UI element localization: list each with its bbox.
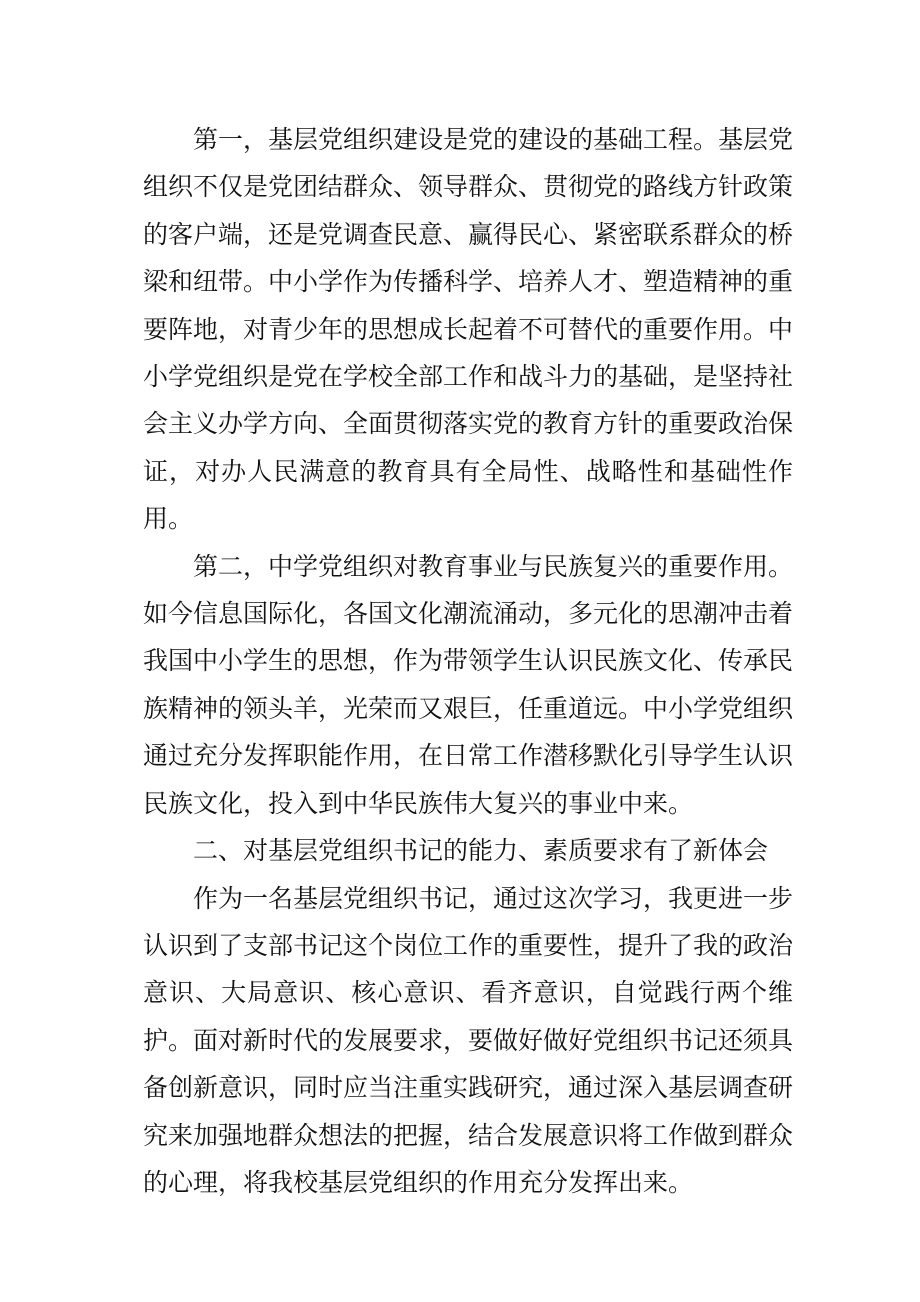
paragraph-3: 作为一名基层党组织书记，通过这次学习，我更进一步认识到了支部书记这个岗位工作的重要性，提升了我的政治意识、大局意识、核心意识、看齐意识，自觉践行两个维护。面对新时代的发展要求，要做好做好党组织书记还须具备创新意识，同时应当注重实践研究，通过深入基层调查研究来加强地群众想法的把握，结合发展意识将工作做到群众的心理，将我校基层党组织的作用充分发挥出来。 — [143, 883, 794, 1197]
paragraph-2: 第二，中学党组织对教育事业与民族复兴的重要作用。如今信息国际化，各国文化潮流涌动，多元化的思潮冲击着我国中小学生的思想，作为带领学生认识民族文化、传承民族精神的领头羊，光荣而又艰巨，任重道远。中小学党组织通过充分发挥职能作用，在日常工作潜移默化引导学生认识民族文化，投入到中华民族伟大复兴的事业中来。 — [143, 551, 794, 818]
document-body — [143, 116, 793, 1206]
paragraph-1: 第一，基层党组织建设是党的建设的基础工程。基层党组织不仅是党团结群众、领导群众、贯彻党的路线方针政策的客户端，还是党调查民意、赢得民心、紧密联系群众的桥梁和纽带。中小学作为传播科学、培养人才、塑造精神的重要阵地，对青少年的思想成长起着不可替代的重要作用。中小学党组织是党在学校全部工作和战斗力的基础，是坚持社会主义办学方向、全面贯彻落实党的教育方针的重要政治保证，对办人民满意的教育具有全局性、战略性和基础性作用。 — [143, 125, 794, 534]
section-heading: 二、对基层党组织书记的能力、素质要求有了新体会 — [193, 836, 769, 866]
